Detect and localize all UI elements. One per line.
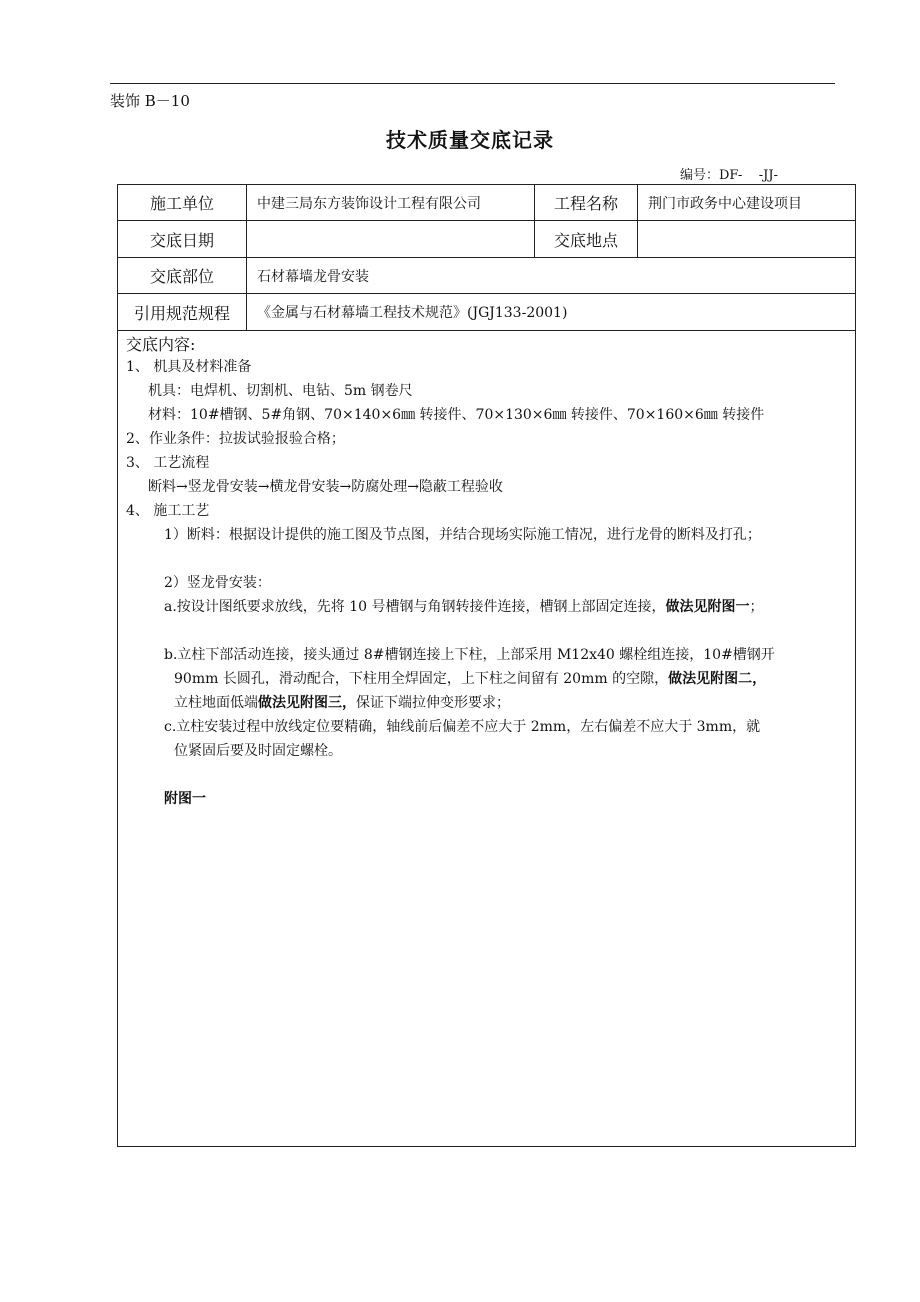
construction-unit-value: 中建三局东方装饰设计工程有限公司 [247, 185, 535, 220]
item-b-line-1: b.立柱下部活动连接，接头通过 8#槽钢连接上下柱，上部采用 M12x40 螺栓组连接，10#槽钢开 [164, 647, 775, 663]
item-b-ref-3: 做法见附图三， [258, 695, 356, 711]
date-value [247, 221, 535, 257]
row-construction-unit [118, 185, 855, 221]
section-4-title: 4、 施工工艺 [126, 503, 210, 519]
location-label: 交底地点 [535, 221, 638, 257]
document-number: 编号：DF- -JJ- [680, 168, 778, 183]
section-3-title: 3、 工艺流程 [126, 455, 210, 471]
part-label: 交底部位 [118, 258, 247, 293]
row-date-location [118, 221, 855, 258]
date-label: 交底日期 [118, 221, 247, 257]
part-value: 石材幕墙龙骨安装 [257, 268, 369, 285]
header-rule [110, 83, 835, 84]
item-b-line-2: 90mm 长圆孔，滑动配合，下柱用全焊固定，上下柱之间留有 20mm 的空隙，做法见附图二， [174, 671, 767, 687]
row-spec [118, 294, 855, 331]
materials-line: 材料：10#槽钢、5#角钢、70×140×6㎜ 转接件、70×130×6㎜ 转接件、70×160×6㎜ 转接件 [148, 407, 765, 423]
record-table [117, 184, 856, 1147]
process-flow: 断料→竖龙骨安装→横龙骨安装→防腐处理→隐蔽工程验收 [148, 479, 503, 495]
row-part [118, 258, 855, 294]
item-b-line-3: 立柱地面低端做法见附图三，保证下端拉伸变形要求； [174, 695, 510, 711]
spec-label: 引用规范规程 [118, 294, 247, 330]
location-value [638, 221, 855, 257]
item-a-ref: 做法见附图一 [665, 599, 750, 615]
project-name-label: 工程名称 [535, 185, 638, 220]
content-heading: 交底内容: [126, 335, 196, 354]
item-a: a.按设计图纸要求放线，先将 10 号槽钢与角钢转接件连接，槽钢上部固定连接，做法见附图一； [164, 599, 764, 615]
item-b-ref-2: 做法见附图二， [668, 671, 767, 687]
figure-label: 附图一 [164, 791, 206, 807]
item-c-line-2: 位紧固后要及时固定螺栓。 [174, 743, 342, 759]
project-name-value: 荆门市政务中心建设项目 [648, 195, 802, 212]
section-1-title: 1、 机具及材料准备 [126, 359, 252, 375]
spec-value: 《金属与石材幕墙工程技术规范》(JGJ133-2001) [257, 305, 568, 321]
step-vertical-keel-title: 2）竖龙骨安装： [164, 575, 271, 591]
content-section [118, 331, 855, 811]
tools-line: 机具：电焊机、切割机、电钻、5m 钢卷尺 [148, 383, 413, 399]
section-2: 2、作业条件：拉拔试验报验合格； [126, 431, 345, 447]
page-title: 技术质量交底记录 [386, 128, 554, 152]
step-cutting: 1）断料：根据设计提供的施工图及节点图，并结合现场实际施工情况，进行龙骨的断料及打孔； [164, 527, 761, 543]
item-c-line-1: c.立柱安装过程中放线定位要精确，轴线前后偏差不应大于 2mm，左右偏差不应大于 3mm，就 [164, 719, 761, 735]
construction-unit-label: 施工单位 [118, 185, 247, 220]
form-code: 装饰 B－10 [110, 92, 190, 110]
